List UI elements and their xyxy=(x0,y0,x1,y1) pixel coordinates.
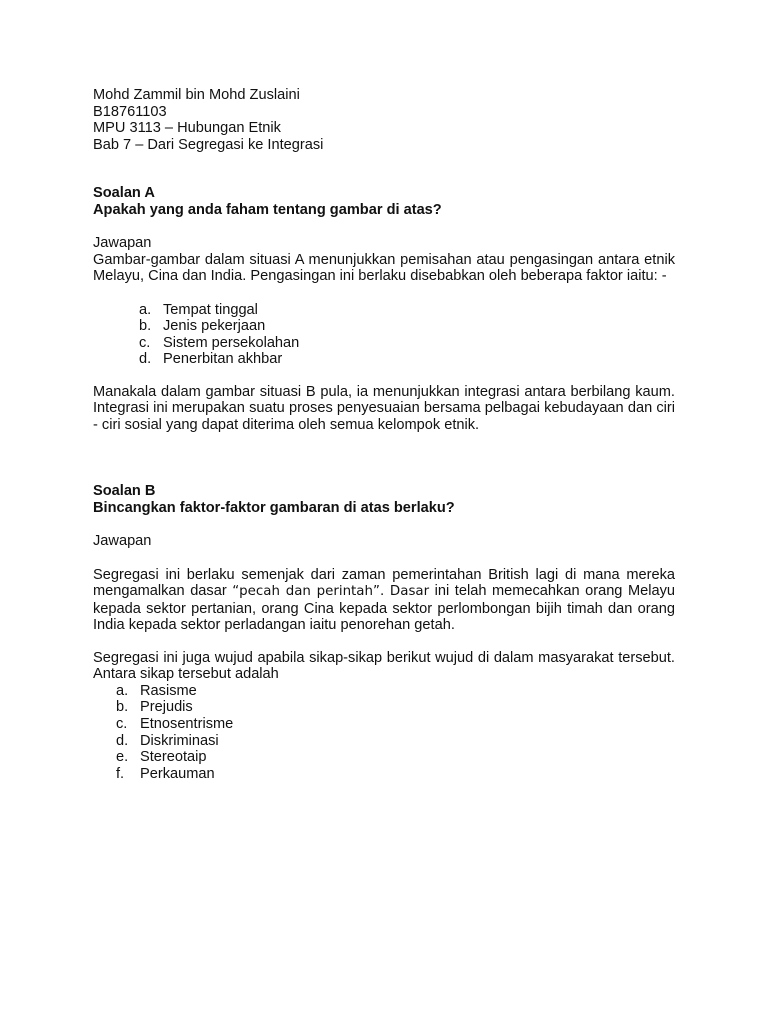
list-item: f. Perkauman xyxy=(116,765,215,782)
list-item: c. Etnosentrisme xyxy=(116,716,234,733)
section-a-answer-label: Jawapan xyxy=(93,235,152,251)
section-b-question: Bincangkan faktor-faktor gambaran di atas berlaku? xyxy=(93,499,455,516)
list-item: b. Prejudis xyxy=(116,699,193,716)
section-b-label: Soalan B xyxy=(93,483,156,500)
list-item: e. Stereotaip xyxy=(116,749,207,766)
list-item: d. Penerbitan akhbar xyxy=(139,351,283,368)
student-name: Mohd Zammil bin Mohd Zuslaini xyxy=(93,87,300,103)
section-a-label: Soalan A xyxy=(93,185,155,201)
section-a-closing: Manakala dalam gambar situasi B pula, ia menunjukkan integrasi antara berbilang kaum. Integrasi ini merupakan suatu proses penyesuaian bersama pelbagai kebudayaan dan ciri - ciri sosial yang dapat diterima oleh semua kelompok etnik. xyxy=(93,383,675,433)
list-item: a. Rasisme xyxy=(116,682,197,699)
list-item: c. Sistem persekolahan xyxy=(139,334,300,351)
chapter-title: Bab 7 – Dari Segregasi ke Integrasi xyxy=(93,136,324,153)
section-a-intro: Gambar-gambar dalam situasi A menunjukkan pemisahan atau pengasingan antara etnik Melayu, Cina dan India. Pengasingan ini berlaku disebabkan oleh beberapa faktor iaitu: - xyxy=(93,251,675,284)
list-item: d. Diskriminasi xyxy=(116,732,219,749)
section-b-paragraph-1: Segregasi ini berlaku semenjak dari zaman pemerintahan British lagi di mana mereka mengamalkan dasar “pecah dan perintah”. Dasar ini telah memecahkan orang Melayu kepada sektor pertanian, orang Cina kepada sektor perlombongan bijih timah dan orang India kepada sektor perladangan iaitu penorehan getah. xyxy=(93,566,675,634)
factor-list xyxy=(93,302,675,368)
student-id: B18761103 xyxy=(93,103,167,120)
list-item: b. Jenis pekerjaan xyxy=(139,318,266,335)
header-block xyxy=(93,87,675,153)
section-a-question: Apakah yang anda faham tentang gambar di atas? xyxy=(93,201,442,218)
section-b xyxy=(93,483,675,782)
section-a xyxy=(93,185,675,433)
attitude-list xyxy=(93,683,675,783)
section-b-answer-label: Jawapan xyxy=(93,533,152,550)
section-b-paragraph-2: Segregasi ini juga wujud apabila sikap-sikap berikut wujud di dalam masyarakat tersebut. Antara sikap tersebut adalah xyxy=(93,649,675,683)
list-item: a. Tempat tinggal xyxy=(139,301,258,318)
document-page xyxy=(93,87,675,782)
course-title: MPU 3113 – Hubungan Etnik xyxy=(93,120,281,136)
